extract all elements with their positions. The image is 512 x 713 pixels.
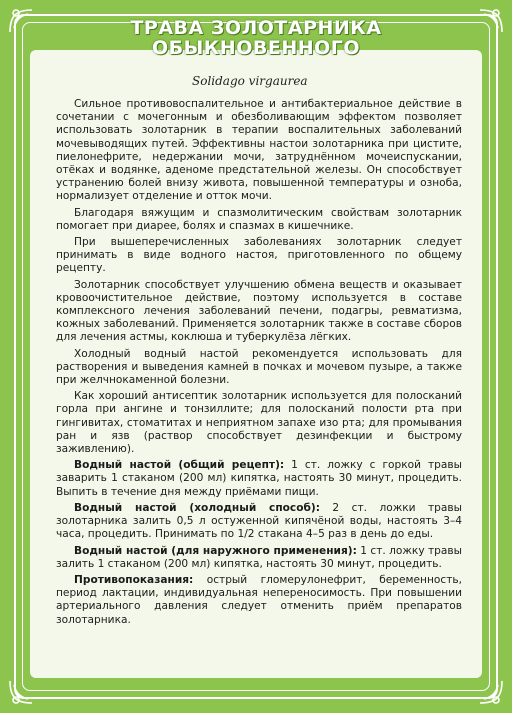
paragraph: Сильное противовоспалительное и антибактериальное действие в сочетании с мочегонным и обезболивающим эффектом позволяет использовать золотарник в терапии воспалительных заболеваний мочевыводящих путей. Эффективны настои золотарника при цистите, пиелонефрите, недержании мочи, затруднённом мочеиспускании, отёках и водянке, аденоме предстательной железы. Он способствует устранению болей внизу живота, повышенной температуры и озноба, нормализует отделение и отток мочи. — [56, 98, 462, 203]
contraindications — [56, 574, 462, 627]
recipe-label: Водный настой (общий рецепт): — [74, 459, 285, 472]
recipe-label: Водный настой (для наружного применения): — [74, 544, 357, 557]
paragraph: Благодаря вяжущим и спазмолитическим свойствам золотарник помогает при диарее, болях и спазмах в кишечнике. — [56, 206, 462, 232]
paragraph: Холодный водный настой рекомендуется использовать для растворения и выведения камней в почках и мочевом пузыре, а также при желчнокаменной болезни. — [56, 347, 462, 387]
title-line-2: ОБЫКНОВЕННОГО — [151, 37, 361, 59]
corner-ornament-icon — [6, 677, 36, 707]
page-title — [0, 18, 512, 58]
recipe-external — [56, 545, 462, 571]
paragraph: Золотарник способствует улучшению обмена веществ и оказывает кровоочистительное действие, поэтому используется в составе комплексного лечения заболеваний печени, подагры, ревматизма, кожных заболеваний. Применяется золотарник также в составе сборов для лечения астмы, коклюша и туберкулёза лёгких. — [56, 278, 462, 344]
recipe-text: 2 ст. ложки травы золотарника залить 0,5 л остуженной кипячёной воды, настоять 3–4 часа, процедить. Принимать по 1/2 стакана 4–5 раз в день до еды. — [56, 501, 462, 541]
recipe-text: 1 ст. ложку с горкой травы заварить 1 стаканом (200 мл) кипятка, настоять 30 минут, процедить. Выпить в течение дня между приёмами пищи. — [56, 459, 462, 498]
paragraph: Как хороший антисептик золотарник используется для полосканий горла при ангине и тонзиллите; для полосканий полости рта при гингивитах, стоматитах и неприятном запахе изо рта; для промывания ран и язв (раствор способствует дезинфекции и быстрому заживлению). — [56, 390, 462, 456]
corner-ornament-icon — [476, 677, 506, 707]
article-body — [56, 98, 462, 630]
latin-name: Solidago virgaurea — [192, 74, 308, 88]
recipe-cold — [56, 502, 462, 542]
recipe-general — [56, 459, 462, 499]
title-line-1: ТРАВА ЗОЛОТАРНИКА — [130, 17, 382, 39]
paragraph: При вышеперечисленных заболеваниях золотарник следует принимать в виде водного настоя, приготовленного по общему рецепту. — [56, 236, 462, 275]
recipe-text: 1 ст. ложку травы залить 1 стаканом (200 мл) кипятка, настоять 30 минут, процедить. — [56, 544, 462, 570]
recipe-label: Противопоказания: — [74, 573, 194, 586]
recipe-label: Водный настой (холодный способ): — [74, 501, 320, 514]
recipe-text: острый гломерулонефрит, беременность, период лактации, индивидуальная непереносимость. При повышении артериального давления следует отменить приём препаратов золотарника. — [56, 573, 462, 626]
